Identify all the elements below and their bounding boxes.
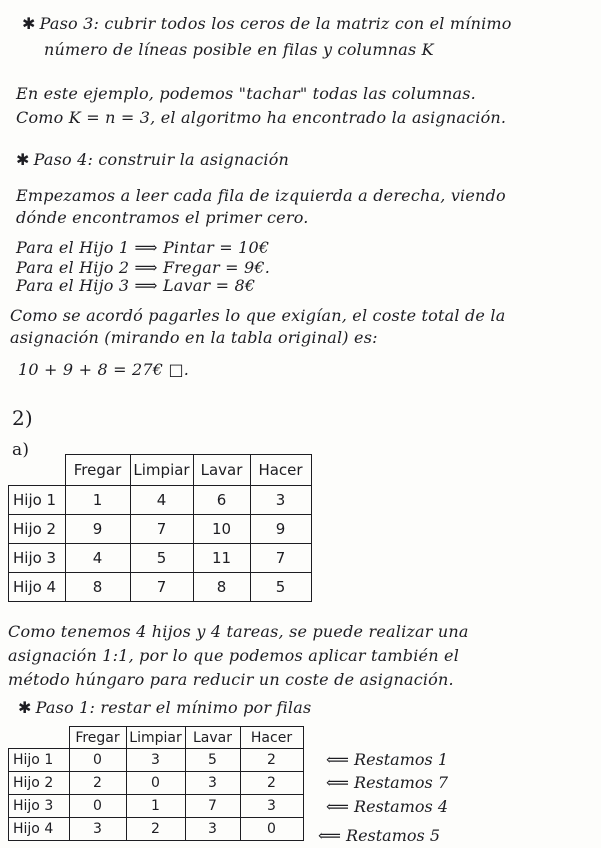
row-header-hijo4: Hijo 4 (9, 818, 70, 841)
table-row (9, 772, 304, 795)
table-cell: 3 (185, 772, 240, 795)
row-note-hijo3: ⟸ Restamos 4 (326, 797, 448, 816)
row-note-hijo1: ⟸ Restamos 1 (326, 750, 448, 769)
table-cell: 2 (240, 749, 303, 772)
star-icon: ✱ (22, 14, 36, 33)
table-row (9, 486, 312, 515)
conclusion-total: 10 + 9 + 8 = 27€ □. (18, 360, 190, 379)
row-header-hijo3: Hijo 3 (9, 795, 70, 818)
table-cell: 9 (65, 515, 130, 544)
table-corner (9, 727, 70, 749)
table-cell: 11 (193, 544, 250, 573)
table-cell: 0 (69, 795, 126, 818)
row-header-hijo4: Hijo 4 (9, 573, 66, 602)
table-corner (9, 455, 66, 486)
col-header-limpiar: Limpiar (126, 727, 185, 749)
table-cell: 10 (193, 515, 250, 544)
col-header-hacer: Hacer (250, 455, 311, 486)
col-header-limpiar: Limpiar (130, 455, 193, 486)
table-cell: 1 (65, 486, 130, 515)
table-cell: 4 (65, 544, 130, 573)
table-cell: 4 (130, 486, 193, 515)
paso4-heading (16, 150, 289, 169)
col-header-fregar: Fregar (69, 727, 126, 749)
table-cell: 5 (250, 573, 311, 602)
ejemplo-line2: Como K = n = 3, el algoritmo ha encontrado la asignación. (16, 108, 507, 127)
row-header-hijo3: Hijo 3 (9, 544, 66, 573)
asignacion-hijo3: Para el Hijo 3 ⟹ Lavar = 8€ (16, 276, 256, 295)
asignacion-hijo2: Para el Hijo 2 ⟹ Fregar = 9€. (16, 258, 271, 277)
col-header-fregar: Fregar (65, 455, 130, 486)
paso1-heading-text: Paso 1: restar el mínimo por filas (35, 698, 312, 717)
paso3-line1-text: Paso 3: cubrir todos los ceros de la matriz con el mínimo (39, 14, 512, 33)
row-header-hijo2: Hijo 2 (9, 515, 66, 544)
table-cell: 6 (193, 486, 250, 515)
table-cell: 3 (185, 818, 240, 841)
paso3-line2: número de líneas posible en filas y columnas K (44, 40, 434, 59)
table-cell: 8 (65, 573, 130, 602)
row-header-hijo1: Hijo 1 (9, 486, 66, 515)
paso4-line1: Empezamos a leer cada fila de izquierda a derecha, viendo (16, 186, 506, 205)
texto2-line1: Como tenemos 4 hijos y 4 tareas, se puede realizar una (8, 622, 469, 641)
paso1-heading (18, 698, 311, 717)
col-header-lavar: Lavar (185, 727, 240, 749)
table-row (9, 795, 304, 818)
col-header-hacer: Hacer (240, 727, 303, 749)
paso4-line2: dónde encontramos el primer cero. (16, 208, 309, 227)
texto2-line2: asignación 1:1, por lo que podemos aplicar también el (8, 646, 460, 665)
texto2-line3: método húngaro para reducir un coste de asignación. (8, 670, 454, 689)
table-cell: 5 (185, 749, 240, 772)
table-row (9, 515, 312, 544)
conclusion-line1: Como se acordó pagarles lo que exigían, el coste total de la (10, 306, 506, 325)
paso4-heading-text: Paso 4: construir la asignación (33, 150, 290, 169)
table-cell: 8 (193, 573, 250, 602)
table-row (9, 544, 312, 573)
table-cell: 2 (240, 772, 303, 795)
table-cell: 0 (69, 749, 126, 772)
table-row (9, 749, 304, 772)
table-cell: 3 (250, 486, 311, 515)
subsection-a: a) (12, 440, 30, 460)
row-header-hijo2: Hijo 2 (9, 772, 70, 795)
cost-table-original (8, 454, 312, 602)
table-cell: 2 (126, 818, 185, 841)
table-cell: 2 (69, 772, 126, 795)
table-cell: 3 (126, 749, 185, 772)
conclusion-line2: asignación (mirando en la tabla original) es: (10, 328, 378, 347)
table-cell: 5 (130, 544, 193, 573)
star-icon: ✱ (16, 150, 30, 169)
row-header-hijo1: Hijo 1 (9, 749, 70, 772)
star-icon: ✱ (18, 698, 32, 717)
paso3-line1 (22, 14, 512, 33)
table-cell: 0 (126, 772, 185, 795)
table-cell: 9 (250, 515, 311, 544)
table-row (9, 573, 312, 602)
table-cell: 3 (240, 795, 303, 818)
table-cell: 7 (185, 795, 240, 818)
table-cell: 3 (69, 818, 126, 841)
col-header-lavar: Lavar (193, 455, 250, 486)
table-row (9, 818, 304, 841)
table-cell: 0 (240, 818, 303, 841)
asignacion-hijo1: Para el Hijo 1 ⟹ Pintar = 10€ (16, 238, 270, 257)
ejemplo-line1: En este ejemplo, podemos "tachar" todas las columnas. (16, 84, 476, 103)
table-cell: 1 (126, 795, 185, 818)
section-number: 2) (12, 406, 33, 430)
table-cell: 7 (130, 515, 193, 544)
cost-table-reduced (8, 726, 304, 841)
row-note-hijo2: ⟸ Restamos 7 (326, 773, 448, 792)
table-cell: 7 (130, 573, 193, 602)
table-cell: 7 (250, 544, 311, 573)
row-note-hijo4: ⟸ Restamos 5 (318, 826, 440, 845)
